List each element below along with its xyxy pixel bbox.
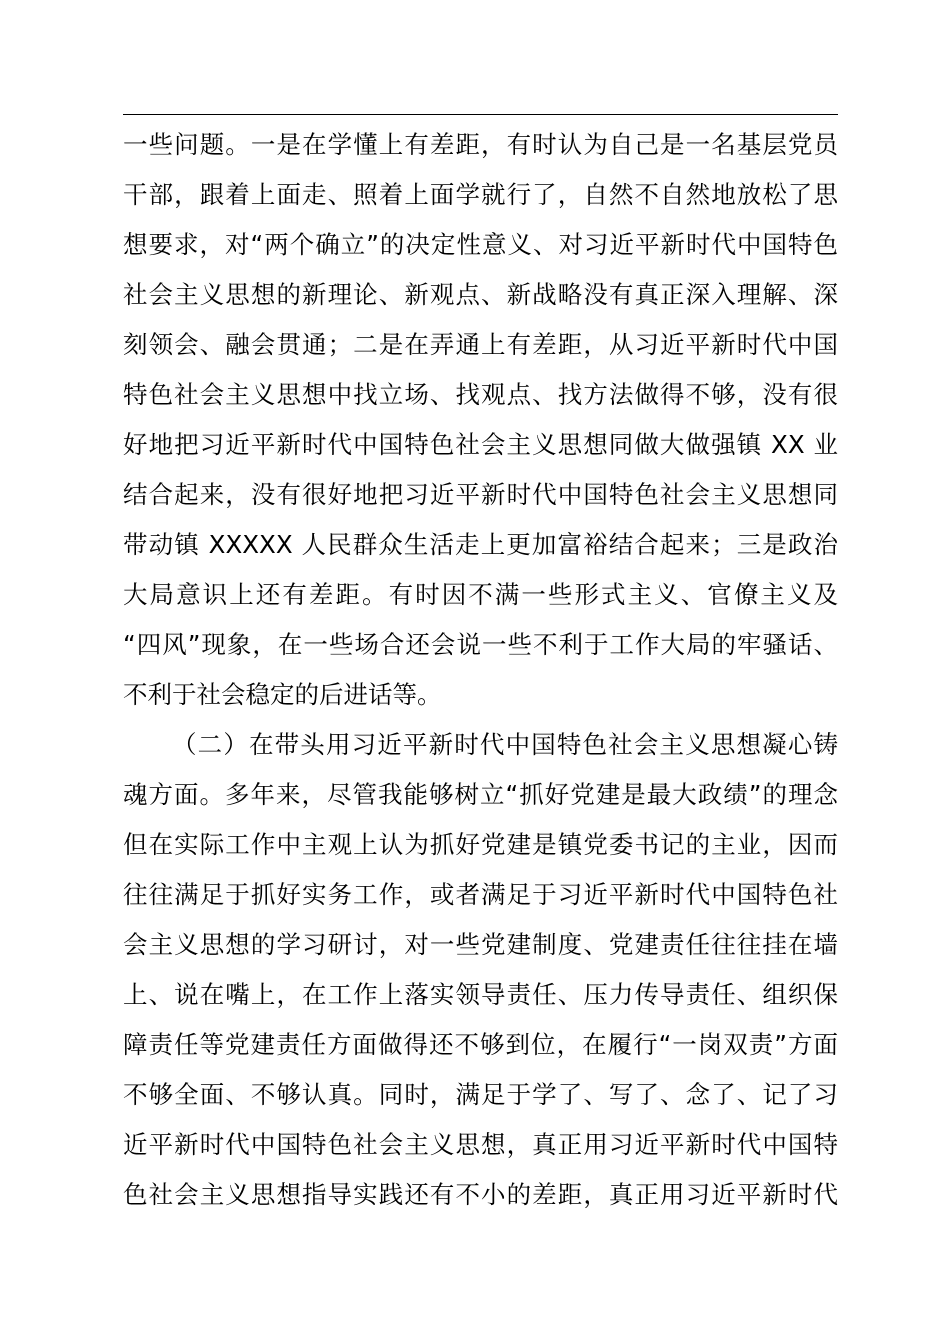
text-line: 大局意识上还有差距。有时因不满一些形式主义、官僚主义及 bbox=[123, 580, 838, 609]
text-line: 社会主义思想的新理论、新观点、新战略没有真正深入理解、深 bbox=[123, 280, 838, 309]
text-line: 色社会主义思想指导实践还有不小的差距，真正用习近平新时代 bbox=[123, 1180, 838, 1209]
text-line: 带动镇 XXXXX 人民群众生活走上更加富裕结合起来；三是政治 bbox=[123, 530, 838, 559]
paragraph-1 bbox=[123, 120, 838, 720]
text-line: 近平新时代中国特色社会主义思想，真正用习近平新时代中国特 bbox=[123, 1130, 838, 1159]
text-line: 上、说在嘴上，在工作上落实领导责任、压力传导责任、组织保 bbox=[123, 980, 838, 1009]
text-line: 不利于社会稳定的后进话等。 bbox=[123, 680, 442, 709]
text-line: 不够全面、不够认真。同时，满足于学了、写了、念了、记了习 bbox=[123, 1080, 838, 1109]
text-line: 刻领会、融会贯通；二是在弄通上有差距，从习近平新时代中国 bbox=[123, 330, 838, 359]
text-line: 会主义思想的学习研讨，对一些党建制度、党建责任往往挂在墙 bbox=[123, 930, 838, 959]
text-line: 往往满足于抓好实务工作，或者满足于习近平新时代中国特色社 bbox=[123, 880, 838, 909]
text-line: 魂方面。多年来，尽管我能够树立“抓好党建是最大政绩”的理念 bbox=[123, 780, 838, 809]
text-line: “四风”现象，在一些场合还会说一些不利于工作大局的牢骚话、 bbox=[123, 630, 838, 659]
text-line: 特色社会主义思想中找立场、找观点、找方法做得不够，没有很 bbox=[123, 380, 838, 409]
text-line: 障责任等党建责任方面做得还不够到位，在履行“一岗双责”方面 bbox=[123, 1030, 838, 1059]
text-line: 结合起来，没有很好地把习近平新时代中国特色社会主义思想同 bbox=[123, 480, 838, 509]
text-line: 想要求，对“两个确立”的决定性意义、对习近平新时代中国特色 bbox=[123, 230, 838, 259]
text-line: 一些问题。一是在学懂上有差距，有时认为自己是一名基层党员 bbox=[123, 130, 838, 159]
text-line: （二）在带头用习近平新时代中国特色社会主义思想凝心铸 bbox=[172, 730, 838, 759]
paragraph-2 bbox=[123, 720, 838, 1220]
text-line: 好地把习近平新时代中国特色社会主义思想同做大做强镇 XX 业 bbox=[123, 430, 838, 459]
text-line: 但在实际工作中主观上认为抓好党建是镇党委书记的主业，因而 bbox=[123, 830, 838, 859]
text-line: 干部，跟着上面走、照着上面学就行了，自然不自然地放松了思 bbox=[123, 180, 838, 209]
document-body bbox=[123, 120, 838, 1220]
header-rule bbox=[123, 114, 838, 115]
